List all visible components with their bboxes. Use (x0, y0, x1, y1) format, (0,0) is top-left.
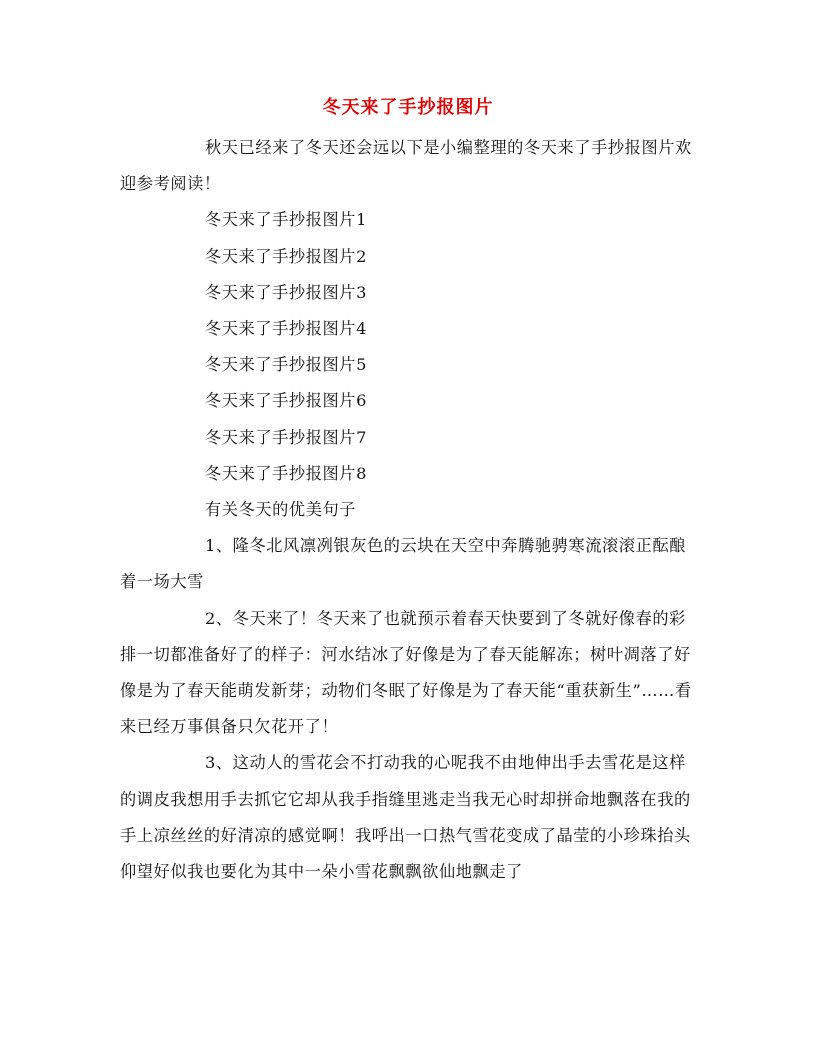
sentence-paragraph-2: 2、冬天来了！冬天来了也就预示着春天快要到了冬就好像春的彩排一切都准备好了的样子：河水结冰了好像是为了春天能解冻；树叶凋落了好像是为了春天能萌发新芽；动物们冬眠了好像是为了春天能“重获新生”……看来已经万事俱备只欠花开了！ (120, 608, 692, 737)
section-heading: 有关冬天的优美句子 (205, 500, 357, 520)
sentence-paragraph-1: 1、隆冬北风凛冽银灰色的云块在天空中奔腾驰骋寒流滚滚正酝酿着一场大雪 (120, 536, 686, 592)
document-body (120, 94, 696, 890)
page-title: 冬天来了手抄报图片 (322, 97, 494, 118)
picture-list (120, 202, 696, 492)
picture-list-item: 冬天来了手抄报图片1 (205, 210, 367, 230)
intro-paragraph: 秋天已经来了冬天还会远以下是小编整理的冬天来了手抄报图片欢迎参考阅读！ (120, 138, 692, 194)
picture-list-item: 冬天来了手抄报图片3 (205, 282, 367, 302)
sentence-paragraph-3: 3、这动人的雪花会不打动我的心呢我不由地伸出手去雪花是这样的调皮我想用手去抓它它却从我手指缝里逃走当我无心时却拼命地飘落在我的手上凉丝丝的好清凉的感觉啊！我呼出一口热气雪花变成了晶莹的小珍珠抬头仰望好似我也要化为其中一朵小雪花飘飘欲仙地飘走了 (120, 753, 691, 882)
picture-list-item: 冬天来了手抄报图片6 (205, 391, 367, 411)
picture-list-item: 冬天来了手抄报图片4 (205, 319, 367, 339)
picture-list-item: 冬天来了手抄报图片2 (205, 246, 367, 266)
picture-list-item: 冬天来了手抄报图片8 (205, 463, 367, 483)
picture-list-item: 冬天来了手抄报图片7 (205, 427, 367, 447)
picture-list-item: 冬天来了手抄报图片5 (205, 355, 367, 375)
